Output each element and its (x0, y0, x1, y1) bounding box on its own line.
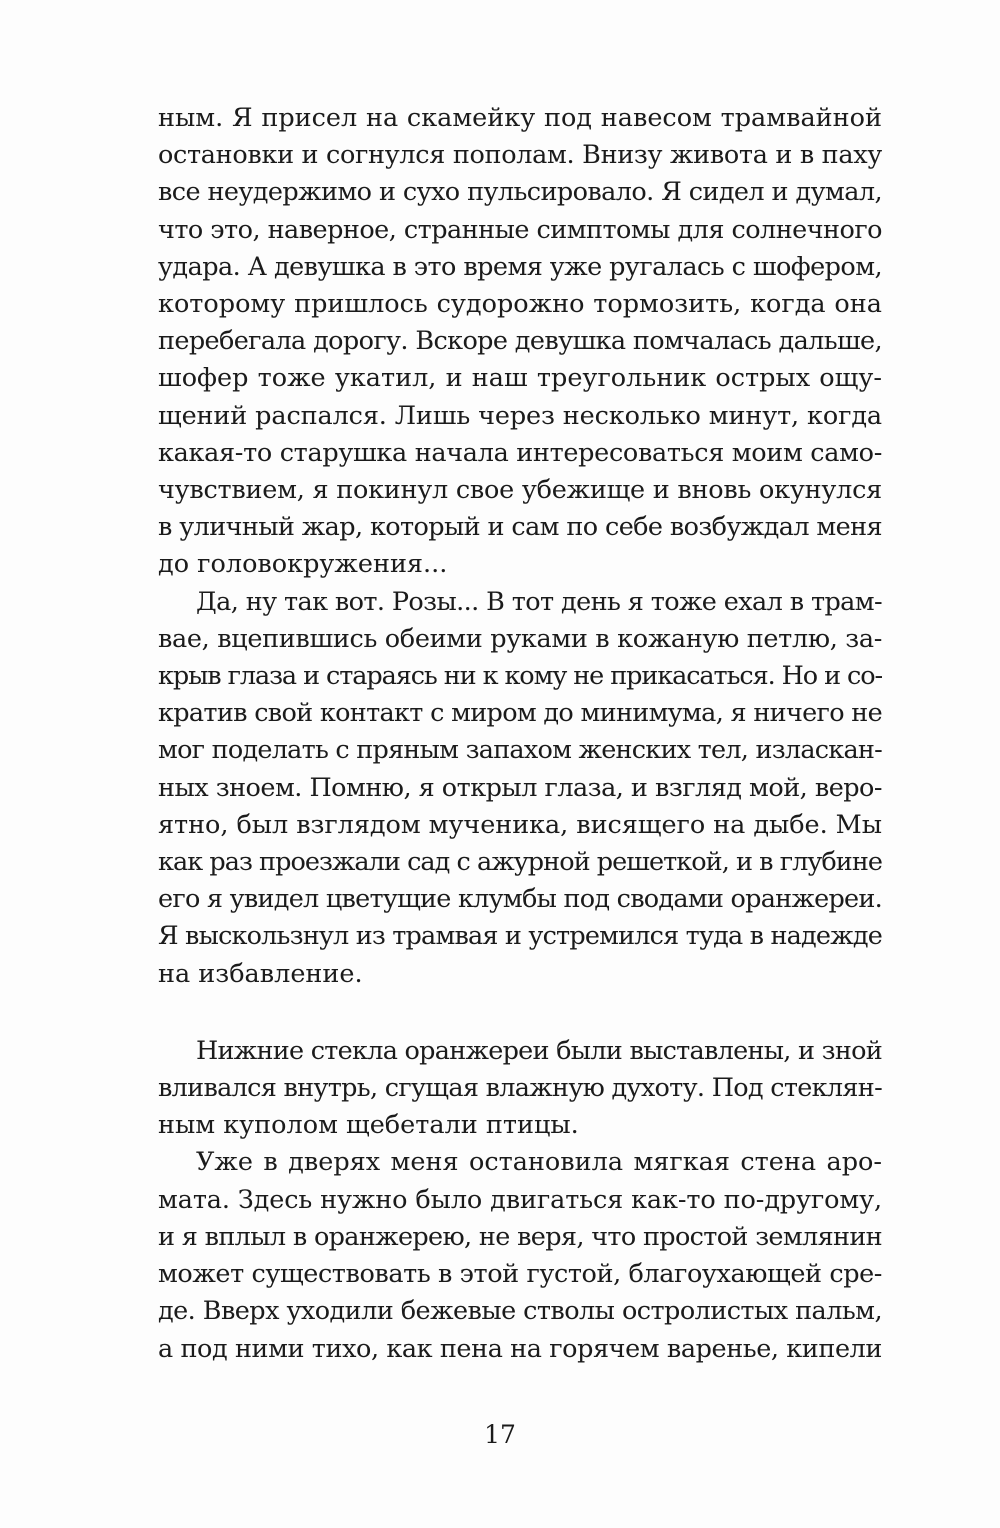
text-line: Да, ну так вот. Розы... В тот день я тоже ехал в трам- (196, 586, 882, 617)
text-line: кратив свой контакт с миром до минимума, я ничего не (158, 698, 882, 729)
text-line: до головокружения... (158, 549, 448, 580)
text-line: вливался внутрь, сгущая влажную духоту. Под стеклян- (158, 1073, 882, 1104)
text-line: и я вплыл в оранжерею, не веря, что простой землянин (158, 1221, 882, 1252)
text-line: Я выскользнул из трамвая и устремился туда в надежде (158, 921, 882, 952)
text-line: вае, вцепившись обеими руками в кожаную петлю, за- (158, 623, 882, 654)
text-line: крыв глаза и стараясь ни к кому не прикасаться. Но и со- (158, 661, 882, 692)
text-line: может существовать в этой густой, благоухающей сре- (158, 1259, 882, 1290)
text-line: ным. Я присел на скамейку под навесом трамвайной (158, 103, 882, 133)
text-line: ных зноем. Помню, я открыл глаза, и взгляд мой, веро- (158, 772, 882, 803)
paragraph (158, 1033, 882, 1145)
text-line: что это, наверное, странные симптомы для солнечного (158, 214, 882, 245)
page-number: 17 (484, 1420, 516, 1449)
text-line: в уличный жар, который и сам по себе возбуждал меня (158, 512, 882, 543)
text-line: Уже в дверях меня остановила мягкая стена аро- (196, 1147, 882, 1178)
text-line: а под ними тихо, как пена на горячем варенье, кипели (158, 1333, 882, 1364)
text-line: Нижние стекла оранжереи были выставлены, и зной (196, 1035, 882, 1066)
text-line: которому пришлось судорожно тормозить, когда она (158, 289, 882, 320)
text-line: ятно, был взглядом мученика, висящего на дыбе. Мы (158, 809, 882, 840)
body-text (158, 100, 882, 1368)
paragraph (158, 1144, 882, 1367)
text-line: остановки и согнулся пополам. Внизу живота и в паху (158, 140, 882, 171)
section-break (158, 993, 882, 1033)
text-line: мата. Здесь нужно было двигаться как-то по-другому, (158, 1184, 882, 1215)
text-line: как раз проезжали сад с ажурной решеткой, и в глубине (158, 847, 882, 878)
text-line: де. Вверх уходили бежевые стволы остролистых пальм, (158, 1296, 882, 1327)
text-line: удара. А девушка в это время уже ругалась с шофером, (158, 251, 882, 282)
text-line: какая-то старушка начала интересоваться моим само- (158, 437, 882, 468)
text-line: чувствием, я покинул свое убежище и вновь окунулся (158, 475, 882, 506)
text-line: щений распался. Лишь через несколько минут, когда (158, 400, 882, 431)
text-line: шофер тоже укатил, и наш треугольник острых ощу- (158, 363, 882, 394)
text-line: его я увидел цветущие клумбы под сводами оранжереи. (158, 884, 882, 915)
text-line: на избавление. (158, 958, 363, 989)
paragraph (158, 100, 882, 584)
text-line: перебегала дорогу. Вскоре девушка помчалась дальше, (158, 326, 882, 357)
text-line: мог поделать с пряным запахом женских тел, изласкан- (158, 735, 882, 766)
text-line: все неудержимо и сухо пульсировало. Я сидел и думал, (158, 177, 882, 208)
paragraph (158, 584, 882, 993)
text-line: ным куполом щебетали птицы. (158, 1110, 579, 1141)
